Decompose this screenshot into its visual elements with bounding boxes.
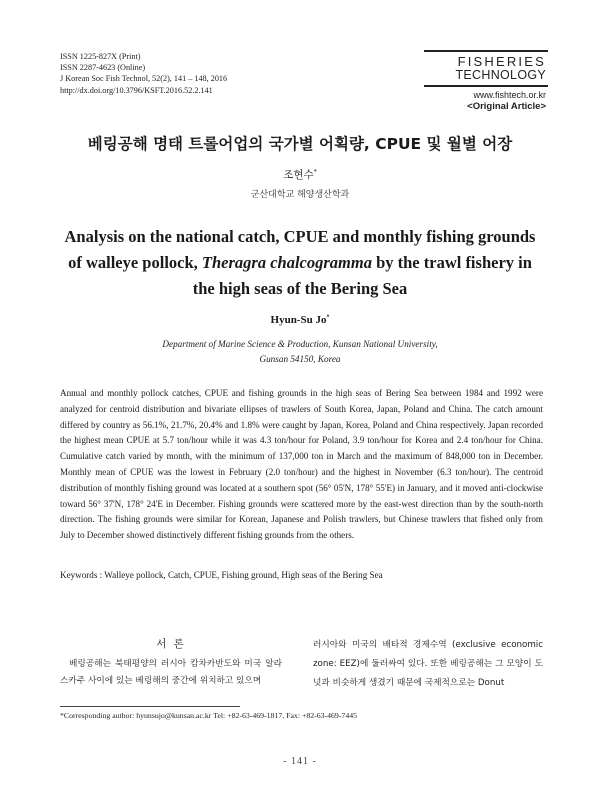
keywords: Keywords : Walleye pollock, Catch, CPUE, Fishing ground, High seas of the Bering Sea bbox=[60, 570, 383, 580]
doi-link[interactable]: http://dx.doi.org/10.3796/KSFT.2016.52.2.141 bbox=[60, 85, 213, 95]
affiliation-english bbox=[0, 337, 600, 366]
title-korean: 베링공해 명태 트롤어업의 국가별 어획량, CPUE 및 월별 어장 bbox=[87, 135, 513, 153]
article-type: <Original Article> bbox=[467, 101, 546, 112]
intro-left-column: 베링공해는 북태평양의 러시아 캄차카반도와 미국 알라스카주 사이에 있는 베링해의 중간에 위치하고 있으며 bbox=[60, 659, 282, 686]
footnote-divider bbox=[60, 706, 240, 707]
issn-print: ISSN 1225-827X (Print) bbox=[60, 52, 141, 61]
title-english-part1: Analysis on the national catch, CPUE and monthly fishing grounds of walleye pollock, bbox=[64, 227, 536, 272]
affiliation-korean: 군산대학교 해양생산학과 bbox=[250, 190, 350, 200]
journal-citation: J Korean Soc Fish Technol, 52(2), 141 – 148, 2016 bbox=[60, 74, 228, 84]
title-english bbox=[60, 224, 540, 302]
intro-right-column: 러시아와 미국의 배타적 경제수역 (exclusive economic zone: EEZ)에 둘러싸여 있다. 또한 베링공해는 그 모양이 도넛과 비슷하게 생겼기 때문에 국제적으로는 Donut bbox=[313, 640, 543, 688]
author-korean-name: 조현수 bbox=[283, 169, 314, 181]
journal-meta bbox=[60, 51, 227, 96]
logo-line1: FISHERIES bbox=[457, 54, 546, 69]
title-english-part2: by the trawl fishery in the high seas of the Bering Sea bbox=[192, 253, 532, 298]
author-korean-mark: * bbox=[313, 168, 317, 176]
species-name: Theragra chalcogramma bbox=[201, 253, 372, 272]
author-english-mark: * bbox=[326, 314, 330, 321]
affiliation-english-line2: Gunsan 54150, Korea bbox=[259, 353, 341, 364]
journal-url[interactable]: www.fishtech.or.kr bbox=[473, 90, 546, 100]
affiliation-english-line1: Department of Marine Science & Production, Kunsan National University, bbox=[162, 339, 438, 349]
author-korean bbox=[0, 167, 600, 182]
page-number: - 141 - bbox=[283, 756, 317, 767]
abstract: Annual and monthly pollock catches, CPUE and fishing grounds in the high seas of Bering Sea between 1984 and 1992 were analyzed for centroid distribution and bivariate ellipses of trawlers of South Korea, Japan, Poland and China. The catch amount differed by country as 56.1%, 21.7%, 20.4% and 1.8% were caught by Japan, Korea, Poland and China respectively. Japan recorded the highest mean CPUE at 5.7 ton/hour while it was 4.3 ton/hour for Poland, 3.9 ton/hour for Korea and 2.4 ton/hour for China. Cumulative catch varied by month, with the minimum of 137,000 ton in March and the maximum of 848,000 ton in December. Monthly mean of CPUE was the lowest in February (2.0 ton/hour) and the highest in November (6.3 ton/hour). The centroid distribution of monthly fishing ground was located at a southern spot (56° 05'N, 178° 55'E) in January, and it moved anti-clockwise toward 56° 37'N, 178° 24'E in December. Fishing grounds were scattered more by the east-west direction than by the south-north direction. The fishing grounds were similar for Korean, Japanese and Polish trawlers, but Chinese trawlers that fished only from July to December showed distinctively different fishing grounds from the others. bbox=[60, 388, 543, 541]
author-english-name: Hyun-Su Jo bbox=[270, 314, 327, 326]
corresponding-author-footnote: *Corresponding author: hyunsujo@kunsan.ac.kr Tel: +82-63-469-1817, Fax: +82-63-469-7445 bbox=[60, 711, 358, 720]
logo-rule-top bbox=[424, 50, 548, 52]
section-heading-introduction: 서 론 bbox=[156, 638, 186, 650]
issn-online: ISSN 2287-4623 (Online) bbox=[60, 63, 146, 73]
author-english bbox=[0, 314, 600, 326]
logo-rule-bottom bbox=[424, 85, 548, 87]
logo-line2: TECHNOLOGY bbox=[455, 68, 546, 82]
